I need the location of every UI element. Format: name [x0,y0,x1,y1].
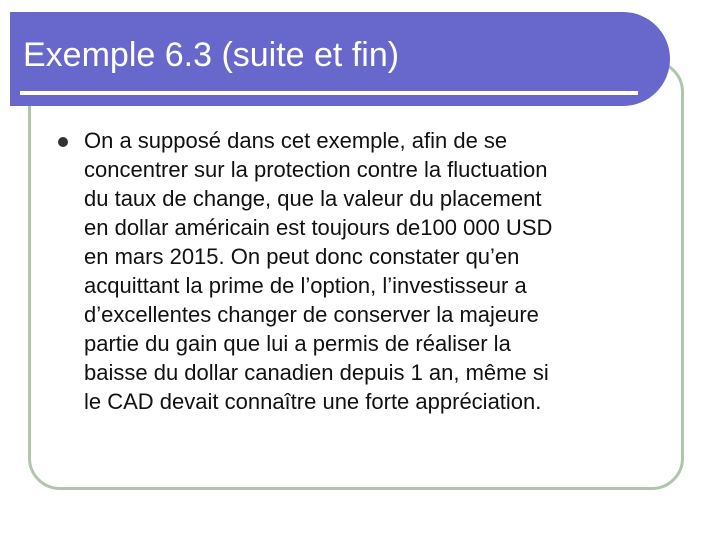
title-underline [20,91,638,95]
bullet-line: en mars 2015. On peut donc constater qu’en [84,244,520,269]
bullet-line: d’excellentes changer de conserver la majeure [84,302,539,327]
bullet-line: du taux de change, que la valeur du placement [84,186,542,211]
bullet-dot-icon [58,137,68,147]
bullet-line: le CAD devait connaître une forte appréciation. [84,389,542,414]
bullet-line: baisse du dollar canadien depuis 1 an, même si [84,360,549,385]
bullet-line: concentrer sur la protection contre la fluctuation [84,157,548,182]
bullet-line: acquittant la prime de l’option, l’investisseur a [84,273,527,298]
bullet-line: en dollar américain est toujours de100 000 USD [84,215,553,240]
bullet-item [58,126,670,416]
bullet-line: On a supposé dans cet exemple, afin de se [84,128,508,153]
bullet-line: partie du gain que lui a permis de réaliser la [84,331,511,356]
slide-title: Exemple 6.3 (suite et fin) [23,36,400,74]
bullet-list [58,126,670,416]
